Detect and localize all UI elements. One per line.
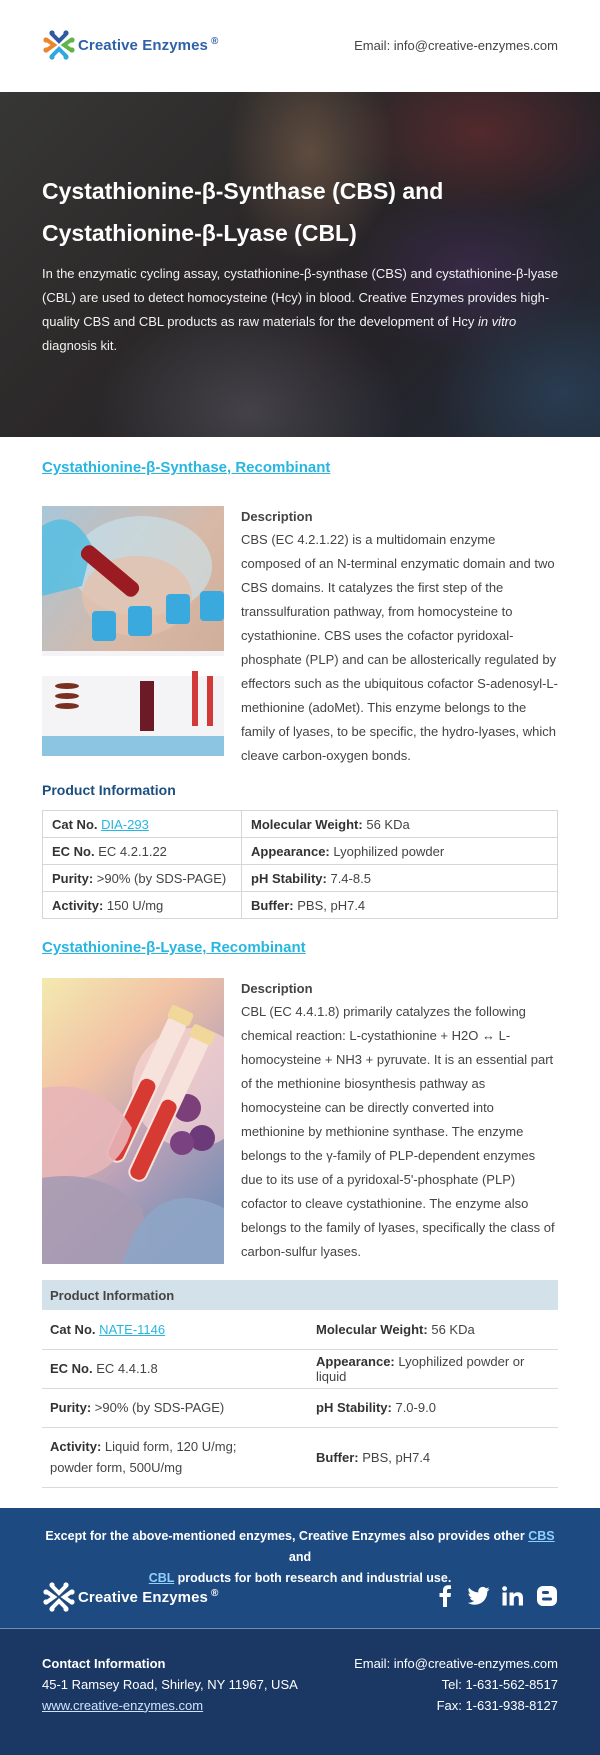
molecule-logo-icon (42, 1580, 76, 1614)
product-section-cbl (0, 919, 600, 1488)
blogger-icon[interactable] (536, 1584, 558, 1608)
ec-no-cell: EC No. EC 4.4.1.8 (42, 1349, 308, 1388)
footer-contact (0, 1629, 600, 1755)
product-info-heading: Product Information (42, 782, 176, 798)
cat-no-link[interactable]: NATE-1146 (99, 1321, 166, 1337)
table-row (43, 838, 558, 865)
footer-email[interactable]: Email: info@creative-enzymes.com (354, 1655, 558, 1671)
footer-brand-logo[interactable] (42, 1580, 218, 1614)
activity-cell: Activity: 150 U/mg (43, 892, 242, 919)
website-link[interactable]: www.creative-enzymes.com (42, 1697, 204, 1713)
contact-info (42, 1653, 298, 1716)
linkedin-icon[interactable] (502, 1584, 524, 1608)
description-title: Description (241, 509, 313, 524)
product-section-cbs (0, 437, 600, 919)
purity-cell: Purity: >90% (by SDS-PAGE) (42, 1388, 308, 1427)
table-row (42, 1349, 558, 1388)
hero-title-line1: Cystathionine-β-Synthase (CBS) and (42, 178, 444, 204)
product-info-table-cbs (42, 810, 558, 919)
table-row (43, 865, 558, 892)
molecular-weight-cell: Molecular Weight: 56 KDa (242, 811, 558, 838)
brand-name: Creative Enzymes ® (78, 1587, 219, 1606)
cat-no-cell: Cat No. NATE-1146 (42, 1310, 308, 1349)
hero-intro: In the enzymatic cycling assay, cystathionine-β-synthase (CBS) and cystathionine-β-lyase (CBL) are used to detect homocysteine (Hcy) in blood. Creative Enzymes provides high-quality CBS and CBL products as raw materials for the development of Hcy in vitro diagnosis kit. (42, 266, 559, 353)
molecular-weight-cell: Molecular Weight: 56 KDa (308, 1310, 558, 1349)
footer-message: Except for the above-mentioned enzymes, Creative Enzymes also provides other CBS and CBL products for both research and industrial use. (45, 1528, 555, 1585)
footer-fax: Fax: 1-631-938-8127 (436, 1697, 558, 1713)
description-title: Description (241, 981, 313, 996)
brand-logo[interactable] (42, 28, 218, 62)
product-info-heading: Product Information (42, 1280, 558, 1310)
product-description-cbs (241, 506, 558, 768)
header-email[interactable]: Email: info@creative-enzymes.com (354, 38, 558, 53)
table-row (43, 811, 558, 838)
contact-details (354, 1653, 558, 1716)
hero-banner (0, 92, 600, 437)
cbl-products-link[interactable]: CBL (148, 1570, 175, 1585)
cat-no-link[interactable]: DIA-293 (101, 816, 149, 832)
table-row (42, 1388, 558, 1427)
buffer-cell: Buffer: PBS, pH7.4 (242, 892, 558, 919)
purity-cell: Purity: >90% (by SDS-PAGE) (43, 865, 242, 892)
product-link-cbl[interactable]: Cystathionine-β-Lyase, Recombinant (42, 939, 306, 956)
hero-title (42, 170, 562, 254)
ph-stability-cell: pH Stability: 7.4-8.5 (242, 865, 558, 892)
facebook-icon[interactable] (434, 1584, 456, 1608)
buffer-cell: Buffer: PBS, pH7.4 (308, 1427, 558, 1487)
cat-no-cell: Cat No. DIA-293 (43, 811, 242, 838)
footer-tel: Tel: 1-631-562-8517 (441, 1676, 558, 1692)
cbs-products-link[interactable]: CBS (528, 1528, 555, 1543)
product-description-cbl (241, 978, 558, 1264)
molecule-logo-icon (42, 28, 76, 62)
address: 45-1 Ramsey Road, Shirley, NY 11967, USA (42, 1676, 298, 1692)
footer-promo (0, 1508, 600, 1628)
product-link-cbs[interactable]: Cystathionine-β-Synthase, Recombinant (42, 459, 331, 476)
twitter-icon[interactable] (468, 1584, 490, 1608)
appearance-cell: Appearance: Lyophilized powder (242, 838, 558, 865)
product-image-cbl (42, 978, 224, 1264)
description-text: CBL (EC 4.4.1.8) primarily catalyzes the following chemical reaction: L-cystathionine + H2O ↔ L-homocysteine + NH3 + pyruvate. It is an essential part of the methionine biosynthesis pathway as homocysteine can be directly converted into methionine by methionine synthase. The enzyme belongs to the γ-family of PLP-dependent enzymes due to its use of a pyridoxal-5'-phosphate (PLP) cofactor to cleave cystathionine. The enzyme also belongs to the family of lyases, specifically the class of carbon-sulfur lyases. (241, 1004, 555, 1259)
product-info-block-cbl (42, 1280, 558, 1488)
contact-title: Contact Information (42, 1655, 166, 1671)
table-row (43, 892, 558, 919)
activity-cell: Activity: Liquid form, 120 U/mg; powder form, 500U/mg (42, 1427, 308, 1487)
description-text: CBS (EC 4.2.1.22) is a multidomain enzyme composed of an N-terminal enzymatic domain and two CBS domains. It catalyzes the first step of the transsulfuration pathway, from homocysteine to cystathionine. CBS uses the cofactor pyridoxal-phosphate (PLP) and can be allosterically regulated by effectors such as the ubiquitous cofactor S-adenosyl-L-methionine (adoMet). This enzyme belongs to the family of lyases, to be specific, the hydro-lyases, which cleave carbon-oxygen bonds. (241, 532, 558, 763)
hero-content (42, 170, 562, 358)
product-image-cbs (42, 506, 224, 756)
table-row (42, 1427, 558, 1487)
appearance-cell: Appearance: Lyophilized powder or liquid (308, 1349, 558, 1388)
brand-name: Creative Enzymes ® (78, 36, 219, 54)
social-links (434, 1584, 558, 1608)
hero-title-line2: Cystathionine-β-Lyase (CBL) (42, 220, 357, 246)
product-info-table-cbl (42, 1310, 558, 1488)
table-row (42, 1310, 558, 1349)
ec-no-cell: EC No. EC 4.2.1.22 (43, 838, 242, 865)
ph-stability-cell: pH Stability: 7.0-9.0 (308, 1388, 558, 1427)
email-header (0, 0, 600, 92)
